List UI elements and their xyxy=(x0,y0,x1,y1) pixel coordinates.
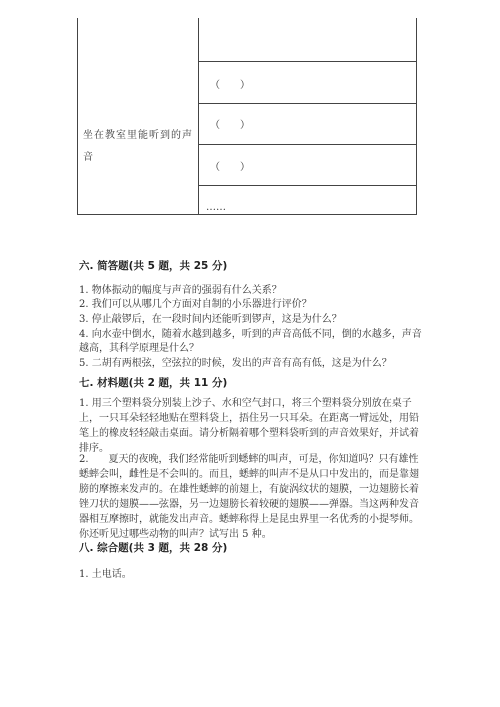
answer-blank[interactable]: （ ） xyxy=(210,80,250,91)
question-item: 越高，其科学原理是什么？ xyxy=(79,343,199,354)
question-item: 1. 土电话。 xyxy=(79,569,132,580)
answer-blank[interactable]: （ ） xyxy=(210,120,250,131)
section-title-6: 六. 简答题(共 5 题，共 25 分) xyxy=(79,260,228,272)
section-title-7: 七. 材料题(共 2 题，共 11 分) xyxy=(79,377,228,389)
sound-table xyxy=(77,18,417,215)
table-row xyxy=(199,18,417,62)
section-title-8: 八. 综合题(共 3 题，共 28 分) xyxy=(79,542,228,554)
table-left-label: 坐在教室里能听到的声音 xyxy=(83,130,193,163)
answer-blank[interactable]: （ ） xyxy=(210,162,250,173)
question-item: 1. 物体振动的幅度与声音的强弱有什么关系？ xyxy=(79,285,282,296)
question-item: 3. 停止敲锣后，在一段时间内还能听到锣声，这是为什么？ xyxy=(79,314,342,325)
ellipsis-cell: …… xyxy=(206,202,226,213)
material-question-1: 1. 用三个塑料袋分别装上沙子、水和空气封口，将三个塑料袋分别放在桌子上，一只耳朵轻轻地贴在塑料袋上，捂住另一只耳朵。在距离一臂远处，用铅笔上的橡皮轻轻敲击桌面。请分析隔着哪个塑料袋听到的声音效果好，并试着排序。 xyxy=(79,398,419,454)
table-left-cell xyxy=(78,18,199,214)
question-item: 2. 我们可以从哪几个方面对自制的小乐器进行评价？ xyxy=(79,299,312,310)
table-row xyxy=(199,186,417,215)
material-question-2: 2. 夏天的夜晚，我们经常能听到蟋蟀的叫声，可是，你知道吗？只有雄性蟋蟀会叫，雌性是不会叫的。而且，蟋蟀的叫声不是从口中发出的，而是靠翅膀的摩擦来发声的。在雄性蟋蟀的前翅上，有旋涡纹状的翅膜，一边翅膀长着锉刀状的翅膜——弦器，另一边翅膀长着较硬的翅膜——弹器。当这两种发音器相互摩擦时，就能发出声音。蟋蟀称得上是昆虫界里一名优秀的小提琴师。你还听见过哪些动物的叫声？试写出 5 种。 xyxy=(79,454,419,540)
question-item: 5. 二胡有两根弦，空弦拉的时候，发出的声音有高有低，这是为什么？ xyxy=(79,358,392,369)
question-item: 4. 向水壶中倒水，随着水越到越多，听到的声音高低不同，倒的水越多，声音 xyxy=(79,329,422,340)
